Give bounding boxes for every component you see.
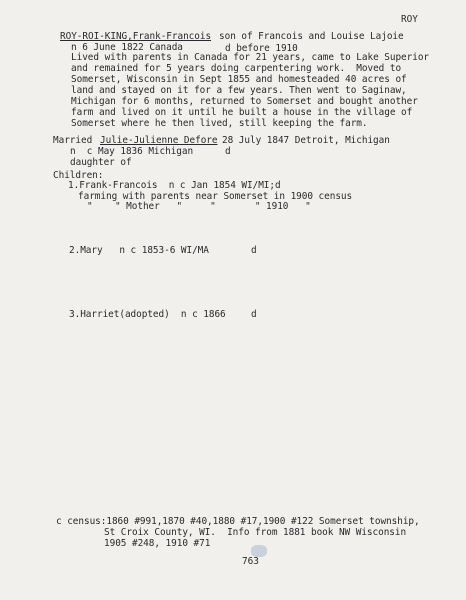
source-line: 1905 #248, 1910 #71 (104, 538, 211, 549)
bio-line: Michigan for 6 months, returned to Somerset and bought another (71, 96, 418, 107)
source-line: c census:1860 #991,1870 #40,1880 #17,1900 #122 Somerset township, (56, 516, 420, 527)
bio-line: land and stayed on it for a few years. Then went to Saginaw, (71, 85, 407, 96)
bio-line: Somerset, Wisconsin in Sept 1855 and homesteaded 40 acres of (71, 74, 407, 85)
subject-birth: n 6 June 1822 Canada (71, 42, 183, 53)
page-number: 763 (242, 556, 259, 567)
child-3-death: d (251, 309, 257, 320)
bio-line: and remained for 5 years doing carpentering work. Moved to (71, 63, 402, 74)
child-entry-3: 3.Harriet(adopted) n c 1866 (69, 309, 226, 320)
child-entry-2: 2.Mary n c 1853-6 WI/MA (69, 245, 209, 256)
bio-line: Somerset where he then lived, still keeping the farm. (71, 118, 368, 129)
surname-tag: ROY (401, 14, 418, 25)
source-line: St Croix County, WI. Info from 1881 book NW Wisconsin (104, 527, 407, 538)
spouse-name: Julie-Julienne Defore (100, 135, 218, 146)
child-note: farming with parents near Somerset in 1900 census (78, 191, 353, 202)
subject-parents: son of Francois and Louise Lajoie (219, 31, 404, 42)
children-heading: Children: (53, 170, 104, 181)
child-note: " " Mother " " " 1910 " (87, 201, 311, 212)
subject-name: ROY-ROI-KING,Frank-Francois (60, 31, 212, 42)
spouse-birth: n c May 1836 Michigan (70, 146, 194, 157)
bio-line: Lived with parents in Canada for 21 years, came to Lake Superior (71, 52, 430, 63)
marriage-details: 28 July 1847 Detroit, Michigan (222, 135, 390, 146)
marriage-prefix: Married (53, 135, 93, 146)
spouse-death: d (225, 146, 231, 157)
spouse-parents: daughter of (70, 157, 132, 168)
child-2-death: d (251, 245, 257, 256)
bio-line: farm and lived on it until he built a house in the village of (71, 107, 413, 118)
subject-death: d before 1910 (225, 43, 298, 54)
child-entry-1: 1.Frank-Francois n c Jan 1854 WI/MI;d (68, 180, 281, 191)
